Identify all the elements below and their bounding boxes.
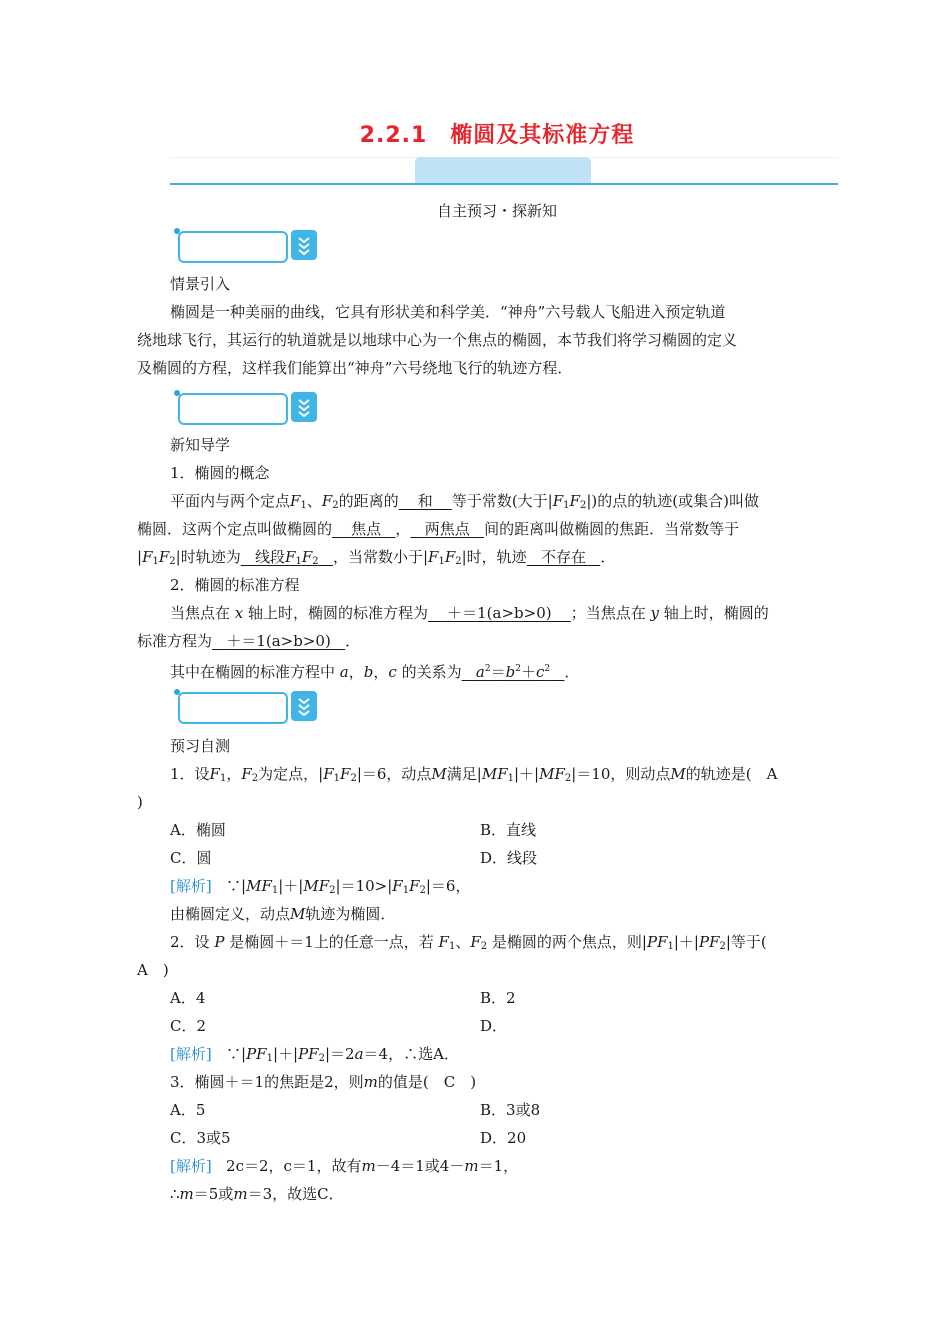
option: C．3或5	[170, 1129, 231, 1147]
section-heading: 自主预习・探新知	[436, 202, 557, 220]
option: A．4	[170, 989, 206, 1007]
option: B．2	[480, 989, 516, 1007]
text-line: 平面内与两个定点$F_1$、$F_2$的距离的 和 等于常数(大于$|F_1F_2|$)的点的轨迹(或集合)叫做	[170, 492, 759, 511]
marker-frame	[178, 231, 288, 263]
subsection-title: 2．椭圆的标准方程	[170, 576, 300, 594]
intro-paragraph-line: 及椭圆的方程，这样我们能算出“神舟”六号绕地飞行的轨迹方程．	[137, 359, 573, 377]
option: A．椭圆	[170, 821, 226, 839]
explanation: [解析] $\because|PF_1|+|PF_2|=2a=4$，∴选A．	[170, 1045, 459, 1064]
marker-frame	[178, 692, 288, 724]
question-1-close: )	[137, 793, 143, 811]
explanation-label: [解析]	[170, 1045, 212, 1063]
chevron-double-down-icon	[291, 691, 317, 721]
intro-paragraph-line: 绕地球飞行，其运行的轨道就是以地球中心为一个焦点的椭圆，本节我们将学习椭圆的定义	[137, 331, 738, 349]
fill-blank: ＋＝1(a>b>0)	[447, 604, 552, 622]
option: B．直线	[480, 821, 537, 839]
selftest-heading: 预习自测	[170, 737, 231, 755]
fill-blank: 线段$F_1F_2$	[255, 548, 319, 567]
text-line: $|F_1F_2|$时轨迹为 线段$F_1F_2$ ，当常数小于$|F_1F_2|$时，轨迹 不存在 ．	[137, 548, 616, 567]
subsection-title: 1．椭圆的概念	[170, 464, 270, 482]
guide-heading: 新知导学	[170, 436, 231, 454]
section-marker	[174, 689, 320, 725]
explanation: [解析] $\because|MF_1|+|MF_2|=10>|F_1F_2|=6$，	[170, 877, 471, 896]
fill-blank: 和	[417, 492, 433, 510]
chevron-double-down-icon	[291, 392, 317, 422]
section-marker	[174, 228, 320, 264]
text-line: 椭圆．这两个定点叫做椭圆的 焦点 ， 两焦点 间的距离叫做椭圆的焦距．当常数等于	[137, 520, 740, 538]
option: A．5	[170, 1101, 206, 1119]
chevron-double-down-icon	[291, 230, 317, 260]
option: B．3或8	[480, 1101, 541, 1119]
option: C．2	[170, 1017, 207, 1035]
text-line: 标准方程为 ＋＝1(a>b>0) ．	[137, 632, 361, 650]
option: C．圆	[170, 849, 212, 867]
explanation: 由椭圆定义，动点M轨迹为椭圆．	[170, 905, 396, 923]
marker-frame	[178, 393, 288, 425]
section-marker	[174, 390, 320, 426]
question-2-answer: A )	[137, 961, 169, 979]
intro-paragraph-line: 椭圆是一种美丽的曲线，它具有形状美和科学美．“神舟”六号载人飞船进入预定轨道	[170, 303, 726, 321]
explanation: [解析] 2c＝2，c＝1，故有m－4＝1或4－m＝1，	[170, 1157, 519, 1175]
explanation: ∴m＝5或m＝3，故选C．	[170, 1185, 344, 1203]
fill-blank: ＋＝1(a>b>0)	[226, 632, 331, 650]
fill-blank: 两焦点	[424, 520, 470, 538]
header-rule	[170, 183, 838, 185]
header-tab	[415, 157, 591, 184]
question-2: 2．设 P 是椭圆＋＝1上的任意一点，若 $F_1$、$F_2$ 是椭圆的两个焦点，则$|PF_1|+|PF_2|$等于(	[170, 933, 767, 952]
explanation-label: [解析]	[170, 1157, 212, 1175]
option: D．线段	[480, 849, 538, 867]
fill-blank: $a^2=b^2+c^2$	[475, 663, 551, 681]
text-line: 当焦点在 x 轴上时，椭圆的标准方程为 ＋＝1(a>b>0) ；当焦点在 y 轴上时，椭圆的	[170, 604, 769, 622]
question-1: 1．设$F_1$，$F_2$为定点，$|F_1F_2|=6$，动点M满足$|MF_1|+|MF_2|=10$，则动点M的轨迹是( A	[170, 765, 778, 784]
explanation-label: [解析]	[170, 877, 212, 895]
question-3: 3．椭圆＋＝1的焦距是2，则m的值是( C )	[170, 1073, 477, 1091]
option: D．20	[480, 1129, 527, 1147]
text-line: 其中在椭圆的标准方程中 a，b，c 的关系为 $a^2=b^2+c^2$ ．	[170, 663, 580, 681]
page-title: 2.2.1 椭圆及其标准方程	[359, 123, 635, 148]
fill-blank: 不存在	[541, 548, 587, 566]
fill-blank: 焦点	[351, 520, 382, 538]
intro-heading: 情景引入	[170, 275, 231, 293]
option: D．	[480, 1017, 508, 1035]
